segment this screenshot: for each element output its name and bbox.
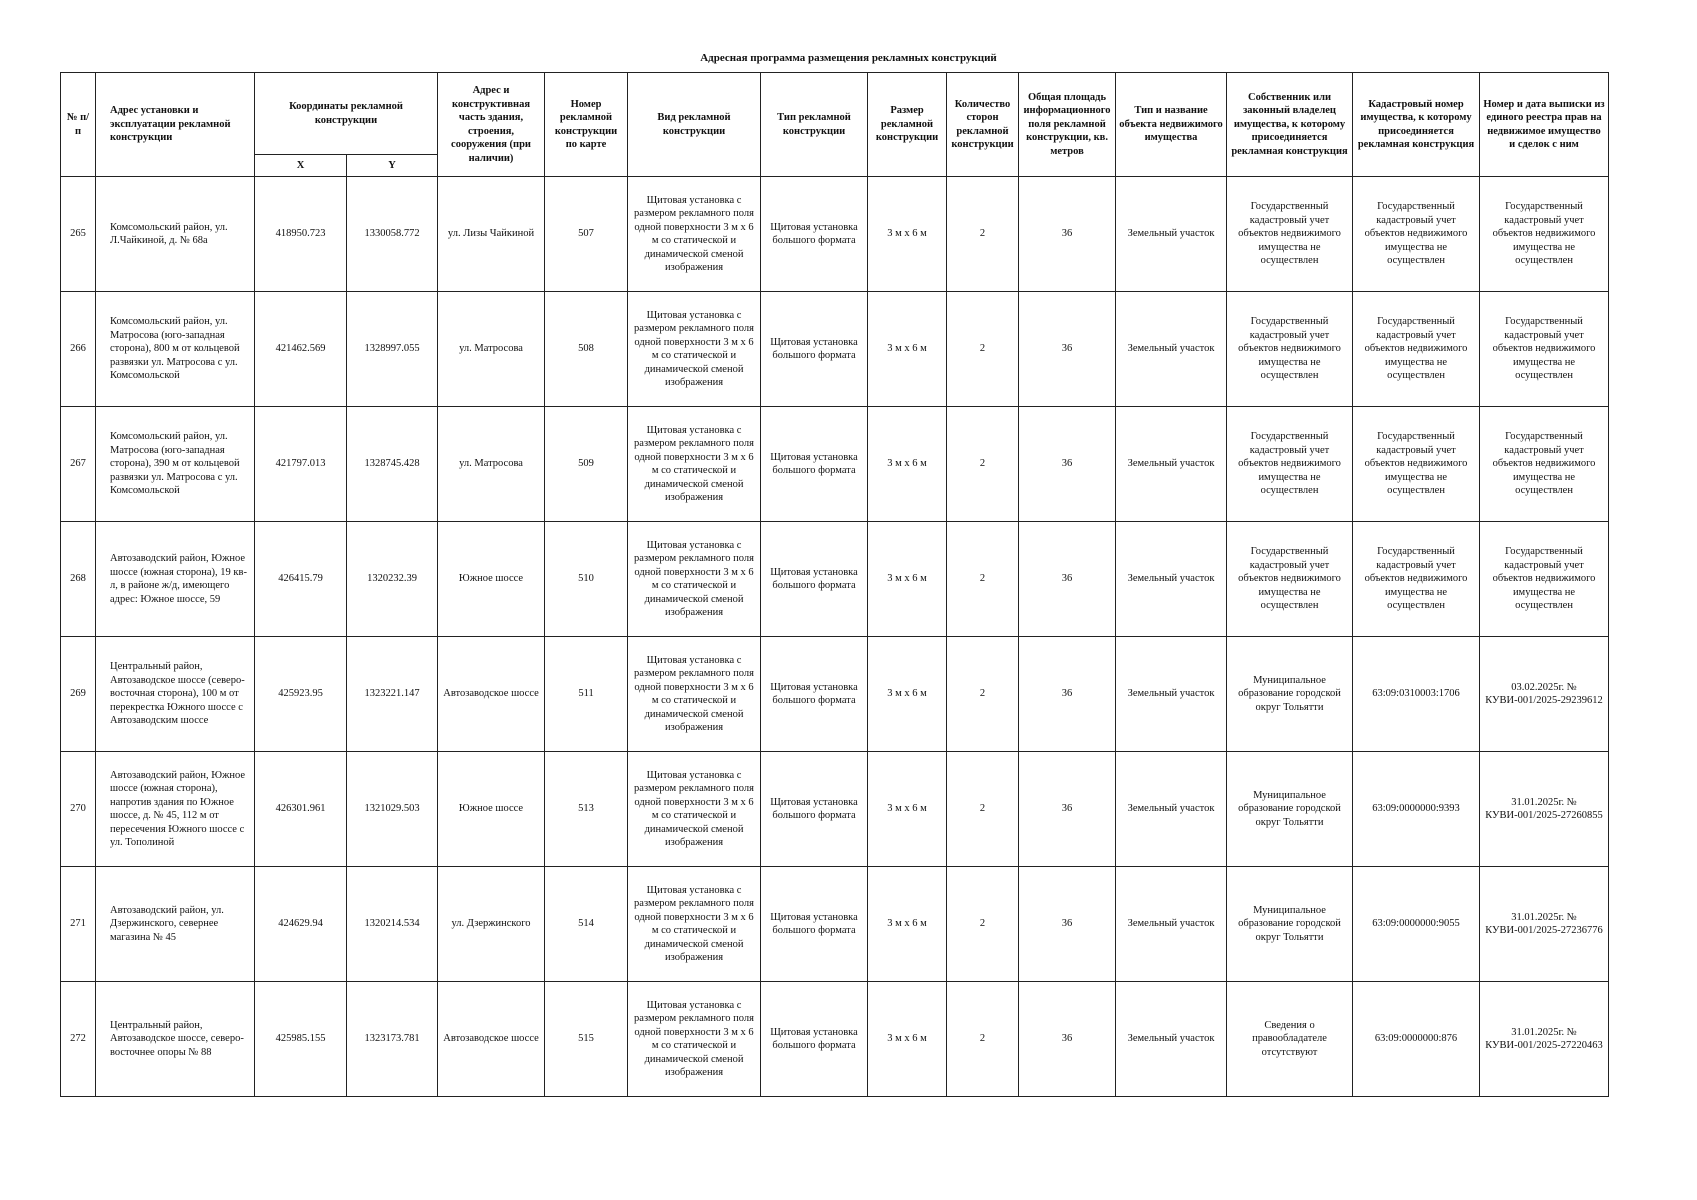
cell-map-no: 508: [545, 292, 628, 407]
cell-y: 1323221.147: [347, 637, 438, 752]
cell-building: ул. Матросова: [438, 292, 545, 407]
cell-owner: Государственный кадастровый учет объектов недвижимого имущества не осуществлен: [1227, 177, 1353, 292]
cell-sides: 2: [947, 752, 1019, 867]
cell-egrn: 31.01.2025г. № КУВИ-001/2025-27236776: [1480, 867, 1609, 982]
header-coords: Координаты рекламной конструкции: [255, 73, 438, 155]
cell-type: Щитовая установка большого формата: [761, 292, 868, 407]
cell-x: 421797.013: [255, 407, 347, 522]
cell-building: ул. Дзержинского: [438, 867, 545, 982]
cell-x: 425923.95: [255, 637, 347, 752]
cell-area: 36: [1019, 867, 1116, 982]
cell-building: Южное шоссе: [438, 752, 545, 867]
cell-address: Автозаводский район, ул. Дзержинского, севернее магазина № 45: [96, 867, 255, 982]
cell-x: 424629.94: [255, 867, 347, 982]
cell-map-no: 507: [545, 177, 628, 292]
cell-num: 270: [61, 752, 96, 867]
cell-map-no: 515: [545, 982, 628, 1097]
cell-type: Щитовая установка большого формата: [761, 407, 868, 522]
cell-owner: Государственный кадастровый учет объектов недвижимого имущества не осуществлен: [1227, 407, 1353, 522]
cell-y: 1320232.39: [347, 522, 438, 637]
cell-property: Земельный участок: [1116, 982, 1227, 1097]
table-row: [61, 292, 1609, 407]
cell-address: Комсомольский район, ул. Л.Чайкиной, д. № 68а: [96, 177, 255, 292]
cell-egrn: 31.01.2025г. № КУВИ-001/2025-27260855: [1480, 752, 1609, 867]
header-y: Y: [347, 155, 438, 177]
cell-type: Щитовая установка большого формата: [761, 522, 868, 637]
header-size: Размер рекламной конструкции: [868, 73, 947, 177]
cell-num: 265: [61, 177, 96, 292]
cell-type: Щитовая установка большого формата: [761, 637, 868, 752]
cell-area: 36: [1019, 292, 1116, 407]
cell-sides: 2: [947, 177, 1019, 292]
cell-size: 3 м х 6 м: [868, 637, 947, 752]
cell-kind: Щитовая установка с размером рекламного поля одной поверхности 3 м х 6 м со статической и динамической сменой изображения: [628, 177, 761, 292]
header-map-no: Номер рекламной конструкции по карте: [545, 73, 628, 177]
cell-building: ул. Лизы Чайкиной: [438, 177, 545, 292]
cell-owner: Государственный кадастровый учет объектов недвижимого имущества не осуществлен: [1227, 522, 1353, 637]
cell-property: Земельный участок: [1116, 867, 1227, 982]
cell-owner: Государственный кадастровый учет объектов недвижимого имущества не осуществлен: [1227, 292, 1353, 407]
cell-cadastral: Государственный кадастровый учет объектов недвижимого имущества не осуществлен: [1353, 522, 1480, 637]
cell-cadastral: 63:09:0000000:876: [1353, 982, 1480, 1097]
cell-egrn: Государственный кадастровый учет объектов недвижимого имущества не осуществлен: [1480, 522, 1609, 637]
table-row: [61, 752, 1609, 867]
cell-address: Комсомольский район, ул. Матросова (юго-западная сторона), 800 м от кольцевой развязки ул. Матросова с ул. Комсомольской: [96, 292, 255, 407]
cell-area: 36: [1019, 637, 1116, 752]
table-row: [61, 522, 1609, 637]
cell-num: 267: [61, 407, 96, 522]
table-row: [61, 637, 1609, 752]
cell-property: Земельный участок: [1116, 407, 1227, 522]
cell-area: 36: [1019, 407, 1116, 522]
cell-size: 3 м х 6 м: [868, 522, 947, 637]
header-building: Адрес и конструктивная часть здания, строения, сооружения (при наличии): [438, 73, 545, 177]
cell-building: Автозаводское шоссе: [438, 637, 545, 752]
header-area: Общая площадь информационного поля рекламной конструкции, кв. метров: [1019, 73, 1116, 177]
advertising-structures-table: [60, 72, 1609, 1097]
cell-area: 36: [1019, 982, 1116, 1097]
cell-y: 1328745.428: [347, 407, 438, 522]
cell-x: 426415.79: [255, 522, 347, 637]
cell-map-no: 511: [545, 637, 628, 752]
cell-map-no: 513: [545, 752, 628, 867]
cell-sides: 2: [947, 522, 1019, 637]
cell-x: 426301.961: [255, 752, 347, 867]
cell-kind: Щитовая установка с размером рекламного поля одной поверхности 3 м х 6 м со статической и динамической сменой изображения: [628, 407, 761, 522]
cell-type: Щитовая установка большого формата: [761, 752, 868, 867]
cell-address: Центральный район, Автозаводское шоссе (северо-восточная сторона), 100 м от перекрестка Южного шоссе с Автозаводским шоссе: [96, 637, 255, 752]
cell-x: 421462.569: [255, 292, 347, 407]
cell-egrn: 03.02.2025г. № КУВИ-001/2025-29239612: [1480, 637, 1609, 752]
cell-y: 1330058.772: [347, 177, 438, 292]
header-cadastral: Кадастровый номер имущества, к которому присоединяется рекламная конструкция: [1353, 73, 1480, 177]
cell-address: Автозаводский район, Южное шоссе (южная сторона), 19 кв-л, в районе ж/д, имеющего адрес: Южное шоссе, 59: [96, 522, 255, 637]
cell-num: 271: [61, 867, 96, 982]
cell-building: Южное шоссе: [438, 522, 545, 637]
cell-building: Автозаводское шоссе: [438, 982, 545, 1097]
header-egrn: Номер и дата выписки из единого реестра прав на недвижимое имущество и сделок с ним: [1480, 73, 1609, 177]
cell-sides: 2: [947, 637, 1019, 752]
cell-kind: Щитовая установка с размером рекламного поля одной поверхности 3 м х 6 м со статической и динамической сменой изображения: [628, 637, 761, 752]
cell-num: 268: [61, 522, 96, 637]
table-row: [61, 177, 1609, 292]
cell-area: 36: [1019, 752, 1116, 867]
cell-egrn: Государственный кадастровый учет объектов недвижимого имущества не осуществлен: [1480, 292, 1609, 407]
cell-size: 3 м х 6 м: [868, 407, 947, 522]
cell-map-no: 510: [545, 522, 628, 637]
cell-x: 425985.155: [255, 982, 347, 1097]
cell-address: Центральный район, Автозаводское шоссе, северо-восточнее опоры № 88: [96, 982, 255, 1097]
cell-sides: 2: [947, 867, 1019, 982]
cell-area: 36: [1019, 177, 1116, 292]
document-title: Адресная программа размещения рекламных конструкций: [700, 52, 997, 64]
cell-kind: Щитовая установка с размером рекламного поля одной поверхности 3 м х 6 м со статической и динамической сменой изображения: [628, 752, 761, 867]
header-x: X: [255, 155, 347, 177]
cell-size: 3 м х 6 м: [868, 292, 947, 407]
cell-area: 36: [1019, 522, 1116, 637]
cell-egrn: Государственный кадастровый учет объектов недвижимого имущества не осуществлен: [1480, 407, 1609, 522]
cell-size: 3 м х 6 м: [868, 752, 947, 867]
cell-owner: Муниципальное образование городской округ Тольятти: [1227, 637, 1353, 752]
cell-cadastral: 63:09:0000000:9393: [1353, 752, 1480, 867]
cell-num: 269: [61, 637, 96, 752]
table-row: [61, 407, 1609, 522]
cell-property: Земельный участок: [1116, 637, 1227, 752]
cell-owner: Муниципальное образование городской округ Тольятти: [1227, 867, 1353, 982]
cell-cadastral: Государственный кадастровый учет объектов недвижимого имущества не осуществлен: [1353, 407, 1480, 522]
cell-type: Щитовая установка большого формата: [761, 982, 868, 1097]
cell-address: Автозаводский район, Южное шоссе (южная сторона), напротив здания по Южное шоссе, д. № 45, 112 м от пересечения Южного шоссе с ул. Тополиной: [96, 752, 255, 867]
header-property: Тип и название объекта недвижимого имущества: [1116, 73, 1227, 177]
cell-egrn: 31.01.2025г. № КУВИ-001/2025-27220463: [1480, 982, 1609, 1097]
cell-property: Земельный участок: [1116, 752, 1227, 867]
cell-size: 3 м х 6 м: [868, 177, 947, 292]
cell-cadastral: 63:09:0310003:1706: [1353, 637, 1480, 752]
cell-y: 1321029.503: [347, 752, 438, 867]
cell-type: Щитовая установка большого формата: [761, 867, 868, 982]
cell-type: Щитовая установка большого формата: [761, 177, 868, 292]
cell-map-no: 514: [545, 867, 628, 982]
cell-owner: Муниципальное образование городской округ Тольятти: [1227, 752, 1353, 867]
cell-y: 1320214.534: [347, 867, 438, 982]
cell-property: Земельный участок: [1116, 522, 1227, 637]
header-num: № п/п: [61, 73, 96, 177]
header-kind: Вид рекламной конструкции: [628, 73, 761, 177]
cell-owner: Сведения о правообладателе отсутствуют: [1227, 982, 1353, 1097]
cell-y: 1328997.055: [347, 292, 438, 407]
cell-kind: Щитовая установка с размером рекламного поля одной поверхности 3 м х 6 м со статической и динамической сменой изображения: [628, 522, 761, 637]
cell-property: Земельный участок: [1116, 177, 1227, 292]
cell-size: 3 м х 6 м: [868, 867, 947, 982]
cell-egrn: Государственный кадастровый учет объектов недвижимого имущества не осуществлен: [1480, 177, 1609, 292]
table-row: [61, 867, 1609, 982]
cell-address: Комсомольский район, ул. Матросова (юго-западная сторона), 390 м от кольцевой развязки ул. Матросова с ул. Комсомольской: [96, 407, 255, 522]
cell-sides: 2: [947, 292, 1019, 407]
cell-sides: 2: [947, 407, 1019, 522]
cell-cadastral: Государственный кадастровый учет объектов недвижимого имущества не осуществлен: [1353, 177, 1480, 292]
header-address: Адрес установки и эксплуатации рекламной конструкции: [96, 73, 255, 177]
cell-num: 266: [61, 292, 96, 407]
cell-building: ул. Матросова: [438, 407, 545, 522]
cell-num: 272: [61, 982, 96, 1097]
header-owner: Собственник или законный владелец имущества, к которому присоединяется рекламная конструкция: [1227, 73, 1353, 177]
table-row: [61, 982, 1609, 1097]
cell-kind: Щитовая установка с размером рекламного поля одной поверхности 3 м х 6 м со статической и динамической сменой изображения: [628, 867, 761, 982]
cell-kind: Щитовая установка с размером рекламного поля одной поверхности 3 м х 6 м со статической и динамической сменой изображения: [628, 982, 761, 1097]
cell-map-no: 509: [545, 407, 628, 522]
cell-sides: 2: [947, 982, 1019, 1097]
cell-cadastral: 63:09:0000000:9055: [1353, 867, 1480, 982]
header-type: Тип рекламной конструкции: [761, 73, 868, 177]
cell-size: 3 м х 6 м: [868, 982, 947, 1097]
cell-x: 418950.723: [255, 177, 347, 292]
cell-kind: Щитовая установка с размером рекламного поля одной поверхности 3 м х 6 м со статической и динамической сменой изображения: [628, 292, 761, 407]
header-sides: Количество сторон рекламной конструкции: [947, 73, 1019, 177]
cell-cadastral: Государственный кадастровый учет объектов недвижимого имущества не осуществлен: [1353, 292, 1480, 407]
cell-property: Земельный участок: [1116, 292, 1227, 407]
cell-y: 1323173.781: [347, 982, 438, 1097]
